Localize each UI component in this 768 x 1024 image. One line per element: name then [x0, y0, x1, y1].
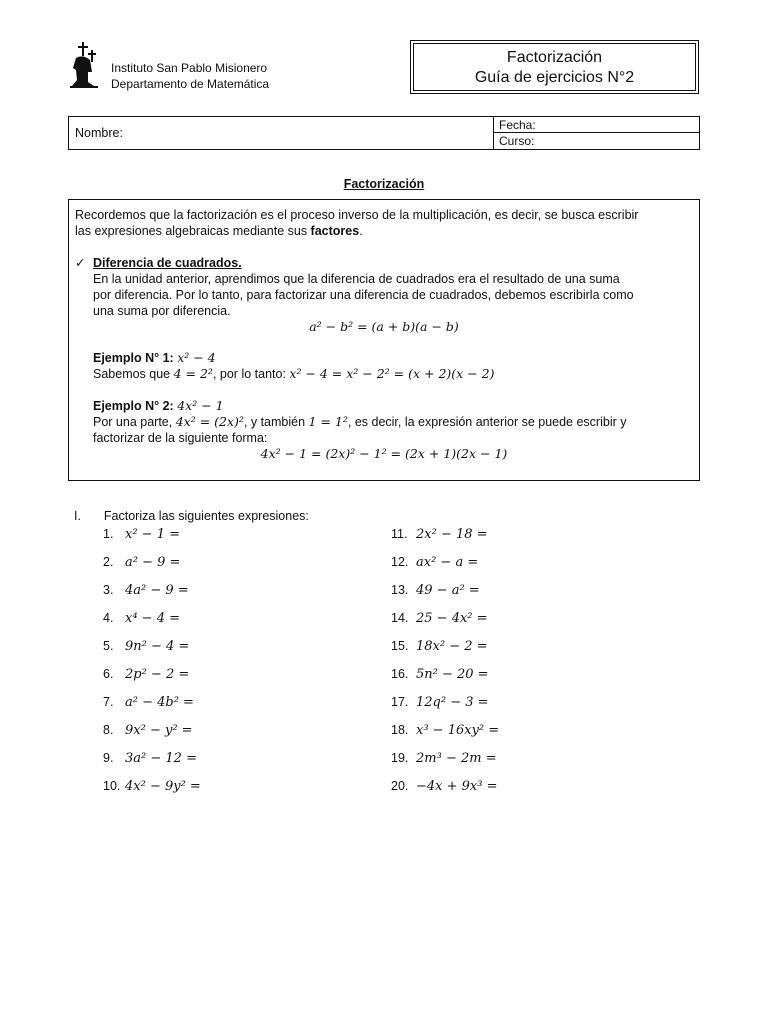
- exercise-instruction: [74, 508, 309, 524]
- exercise-number: 5.: [103, 639, 114, 653]
- exercise-instruction-text: Factoriza las siguientes expresiones:: [103, 509, 309, 523]
- guide-subtitle: Guía de ejercicios N°2: [474, 69, 635, 86]
- exercise-number: 2.: [103, 555, 114, 569]
- exercise-item: [391, 639, 488, 654]
- exercise-number: 3.: [103, 583, 114, 597]
- exercise-item: [391, 527, 488, 542]
- exercise-item: [391, 779, 498, 794]
- exercise-item: [103, 527, 180, 542]
- exercise-item: [103, 723, 193, 738]
- exercise-number: 10.: [103, 779, 121, 793]
- exercise-number: 8.: [103, 723, 114, 737]
- exercise-item: [391, 555, 478, 570]
- exercise-item: [391, 695, 489, 710]
- exercise-expression: 25 − 4x² =: [416, 611, 488, 626]
- exercise-item: [103, 611, 180, 626]
- exercise-number: 16.: [391, 667, 409, 681]
- exercise-expression: 3a² − 12 =: [125, 751, 197, 766]
- exercise-expression: 2p² − 2 =: [125, 667, 190, 682]
- exercise-expression: 5n² − 20 =: [416, 667, 489, 682]
- exercise-number: 19.: [391, 751, 409, 765]
- exercise-number: 15.: [391, 639, 409, 653]
- school-logo-icon: [68, 42, 100, 88]
- exercise-expression: −4x + 9x³ =: [416, 779, 498, 794]
- theory-box: [68, 199, 700, 481]
- exercise-item: [391, 667, 489, 682]
- institution-info: [111, 60, 269, 92]
- exercise-number: 1.: [103, 527, 114, 541]
- example-1-solution: Sabemos que 4 = 2², por lo tanto: x² − 4 = x² − 2² = (x + 2)(x − 2): [93, 366, 495, 381]
- exercise-expression: x³ − 16xy² =: [416, 723, 500, 738]
- exercise-item: [103, 639, 189, 654]
- exercise-item: [391, 723, 499, 738]
- exercise-number: 12.: [391, 555, 409, 569]
- exercise-item: [103, 695, 194, 710]
- factors-keyword: factores: [310, 224, 360, 238]
- exercise-number: 20.: [391, 779, 409, 793]
- example-2-paragraph-2: factorizar de la siguiente forma:: [93, 431, 268, 445]
- institution-name: Instituto San Pablo Misionero: [111, 61, 268, 75]
- student-info-table: [68, 116, 700, 150]
- exercise-item: [103, 779, 201, 794]
- exercise-expression: 2m³ − 2m =: [416, 751, 497, 766]
- exercise-number: 9.: [103, 751, 114, 765]
- exercise-expression: 4x² − 9y² =: [125, 779, 201, 794]
- example-1-heading: Ejemplo N° 1: x² − 4: [93, 350, 216, 365]
- guide-title: Factorización: [506, 49, 603, 66]
- topic-paragraph-2: por diferencia. Por lo tanto, para factorizar una diferencia de cuadrados, debemos escribirla como: [93, 288, 634, 302]
- exercise-expression: 4a² − 9 =: [125, 583, 189, 598]
- topic-title: Diferencia de cuadrados.: [93, 256, 242, 270]
- exercise-expression: 2x² − 18 =: [416, 527, 488, 542]
- exercise-expression: 18x² − 2 =: [416, 639, 488, 654]
- exercise-item: [103, 583, 189, 598]
- exercise-expression: x² − 1 =: [125, 527, 180, 542]
- exercise-expression: x⁴ − 4 =: [125, 611, 180, 626]
- date-field-label: Fecha:: [494, 117, 700, 133]
- exercise-number: 18.: [391, 723, 409, 737]
- name-field-label: Nombre:: [75, 126, 123, 140]
- exercise-expression: 12q² − 3 =: [416, 695, 489, 710]
- example-2-solution: 4x² − 1 = (2x)² − 1² = (2x + 1)(2x − 1): [260, 446, 508, 461]
- section-title: Factorización: [343, 177, 425, 191]
- exercise-expression: 49 − a² =: [416, 583, 480, 598]
- exercise-number: 13.: [391, 583, 409, 597]
- exercise-item: [391, 751, 497, 766]
- exercise-number: 14.: [391, 611, 409, 625]
- exercise-numeral: I.: [74, 509, 81, 523]
- example-2-heading: Ejemplo N° 2: 4x² − 1: [93, 398, 224, 413]
- checkmark-icon: ✓: [75, 256, 86, 270]
- exercise-item: [103, 555, 180, 570]
- exercise-expression: 9x² − y² =: [125, 723, 193, 738]
- exercise-expression: ax² − a =: [416, 555, 479, 570]
- exercise-expression: a² − 9 =: [125, 555, 181, 570]
- exercise-number: 11.: [391, 527, 408, 541]
- exercise-item: [103, 751, 197, 766]
- topic-paragraph-1: En la unidad anterior, aprendimos que la diferencia de cuadrados era el resultado de una suma: [93, 272, 620, 286]
- example-2-paragraph-1: Por una parte, 4x² = (2x)², y también 1 = 1², es decir, la expresión anterior se puede escribir y: [93, 414, 627, 429]
- guide-title-box: [410, 40, 699, 94]
- exercise-item: [103, 667, 189, 682]
- exercise-item: [391, 611, 488, 626]
- department-name: Departamento de Matemática: [111, 77, 270, 91]
- date-course-cells: [493, 117, 700, 149]
- exercise-number: 7.: [103, 695, 114, 709]
- course-field-label: Curso:: [499, 134, 535, 148]
- exercise-number: 4.: [103, 611, 114, 625]
- intro-line-1: Recordemos que la factorización es el proceso inverso de la multiplicación, es decir, se busca escribir: [75, 208, 639, 222]
- exercise-item: [391, 583, 480, 598]
- exercise-expression: 9n² − 4 =: [125, 639, 190, 654]
- intro-line-2: las expresiones algebraicas mediante sus factores.: [75, 224, 363, 238]
- difference-of-squares-formula: a² − b² = (a + b)(a − b): [309, 319, 459, 334]
- exercise-expression: a² − 4b² =: [125, 695, 194, 710]
- topic-paragraph-3: una suma por diferencia.: [93, 304, 231, 318]
- exercise-number: 6.: [103, 667, 114, 681]
- exercise-number: 17.: [391, 695, 409, 709]
